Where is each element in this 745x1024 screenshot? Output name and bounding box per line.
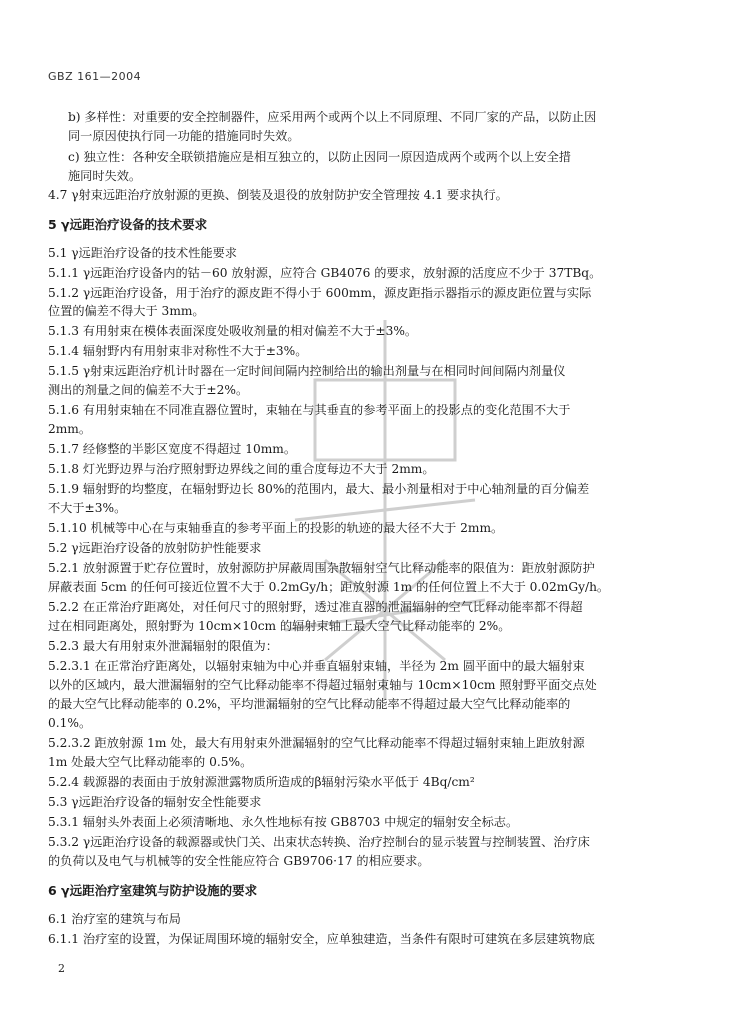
section-heading: 5 γ远距治疗设备的技术要求: [48, 217, 208, 232]
text-line: 5.3 γ远距治疗设备的辐射安全性能要求: [48, 795, 262, 809]
text-line: 5.1.1 γ远距治疗设备内的钴－60 放射源，应符合 GB4076 的要求，放射源的活度应不少于 37TBq。: [48, 266, 602, 280]
text-line: c) 独立性：各种安全联锁措施应是相互独立的，以防止因同一原因造成两个或两个以上安全措: [68, 150, 571, 164]
text-line: 5.1.3 有用射束在模体表面深度处吸收剂量的相对偏差不大于±3%。: [48, 324, 418, 338]
text-line: 以外的区域内，最大泄漏辐射的空气比释动能率不得超过辐射束轴与 10cm×10cm 照射野平面交点处: [48, 678, 597, 692]
text-line: 同一原因使执行同一功能的措施同时失效。: [68, 129, 300, 143]
text-line: 4.7 γ射束远距治疗放射源的更换、倒装及退役的放射防护安全管理按 4.1 要求执行。: [48, 188, 508, 202]
text-line: 5.1.4 辐射野内有用射束非对称性不大于±3%。: [48, 344, 308, 358]
text-line: 5.2.3 最大有用射束外泄漏辐射的限值为：: [48, 639, 278, 653]
text-line: 6.1.1 治疗室的设置，为保证周围环境的辐射安全，应单独建造，当条件有限时可建筑在多层建筑物底: [48, 932, 595, 946]
text-line: 5.2.1 放射源置于贮存位置时，放射源防护屏蔽周围杂散辐射空气比释动能率的限值为：距放射源防护: [48, 561, 595, 575]
text-line: 5.2 γ远距治疗设备的放射防护性能要求: [48, 541, 262, 555]
text-line: 5.1 γ远距治疗设备的技术性能要求: [48, 246, 237, 260]
text-line: 过在相同距离处，照射野为 10cm×10cm 的辐射束轴上最大空气比释动能率的 2%。: [48, 619, 511, 633]
standard-code-header: GBZ 161—2004: [48, 70, 142, 83]
text-line: b) 多样性：对重要的安全控制器件，应采用两个或两个以上不同原理、不同厂家的产品，以防止因: [68, 110, 597, 124]
text-line: 5.2.2 在正常治疗距离处，对任何尺寸的照射野，透过准直器的泄漏辐射的空气比释动能率都不得超: [48, 600, 583, 614]
text-line: 位置的偏差不得大于 3mm。: [48, 304, 205, 318]
text-line: 5.2.3.1 在正常治疗距离处，以辐射束轴为中心并垂直辐射束轴，半径为 2m 圆平面中的最大辐射束: [48, 659, 585, 673]
text-line: 5.2.4 载源器的表面由于放射源泄露物质所造成的β辐射污染水平低于 4Bq/cm²: [48, 775, 475, 789]
text-line: 6.1 治疗室的建筑与布局: [48, 912, 181, 926]
text-line: 2mm。: [48, 422, 92, 436]
text-line: 1m 处最大空气比释动能率的 0.5%。: [48, 755, 253, 769]
text-line: 的最大空气比释动能率的 0.2%，平均泄漏辐射的空气比释动能率不得超过最大空气比释动能率的: [48, 697, 571, 711]
text-line: 5.1.10 机械等中心在与束轴垂直的参考平面上的投影的轨迹的最大径不大于 2mm。: [48, 521, 504, 535]
section-heading: 6 γ远距治疗室建筑与防护设施的要求: [48, 883, 258, 898]
text-line: 5.1.6 有用射束轴在不同准直器位置时，束轴在与其垂直的参考平面上的投影点的变化范围不大于: [48, 403, 571, 417]
text-line: 测出的剂量之间的偏差不大于±2%。: [48, 383, 249, 397]
text-line: 屏蔽表面 5cm 的任何可接近位置不大于 0.2mGy/h；距放射源 1m 的任何位置上不大于 0.02mGy/h。: [48, 580, 610, 594]
text-line: 0.1%。: [48, 716, 92, 730]
text-line: 5.2.3.2 距放射源 1m 处，最大有用射束外泄漏辐射的空气比释动能率不得超过辐射束轴上距放射源: [48, 736, 585, 750]
text-line: 5.1.9 辐射野的均整度，在辐射野边长 80%的范围内，最大、最小剂量相对于中心轴剂量的百分偏差: [48, 482, 590, 496]
text-line: 不大于±3%。: [48, 501, 127, 515]
page-number: 2: [58, 962, 65, 975]
text-line: 5.1.2 γ远距治疗设备，用于治疗的源皮距不得小于 600mm，源皮距指示器指示的源皮距位置与实际: [48, 286, 592, 300]
text-line: 5.1.5 γ射束远距治疗机计时器在一定时间间隔内控制给出的输出剂量与在相同时间间隔内剂量仪: [48, 364, 566, 378]
text-line: 5.1.7 经修整的半影区宽度不得超过 10mm。: [48, 442, 297, 456]
text-line: 5.1.8 灯光野边界与治疗照射野边界线之间的重合度每边不大于 2mm。: [48, 462, 435, 476]
text-line: 施同时失效。: [68, 169, 142, 183]
text-line: 5.3.1 辐射头外表面上必须清晰地、永久性地标有按 GB8703 中规定的辐射安全标志。: [48, 815, 519, 829]
text-line: 5.3.2 γ远距治疗设备的载源器或快门关、出束状态转换、治疗控制台的显示装置与控制装置、治疗床: [48, 835, 590, 849]
text-line: 的负荷以及电气与机械等的安全性能应符合 GB9706·17 的相应要求。: [48, 854, 430, 868]
